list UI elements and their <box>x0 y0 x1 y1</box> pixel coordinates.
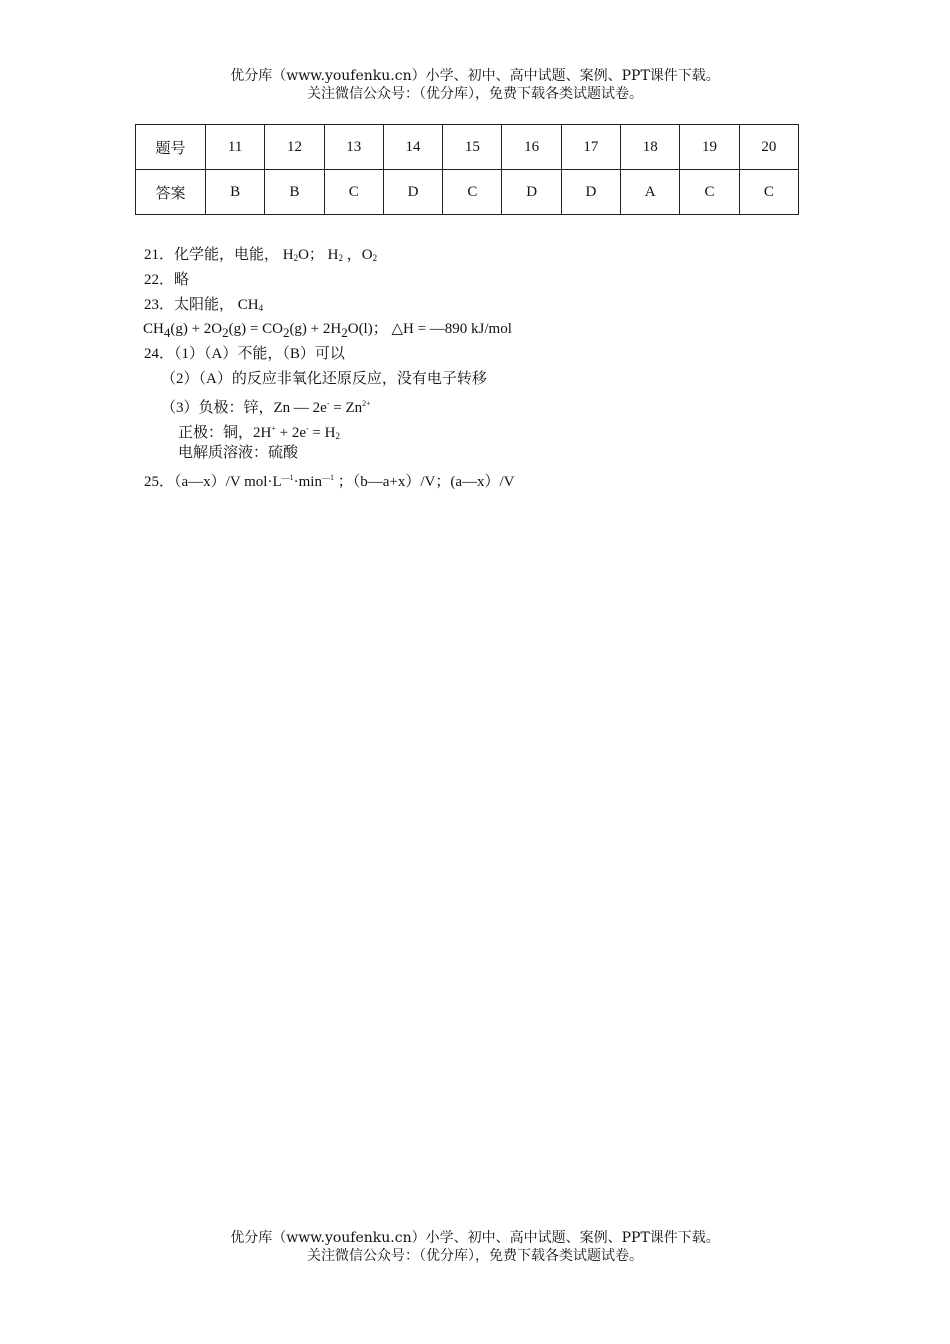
answer-24-4-text: = H <box>308 424 336 441</box>
table-cell: 19 <box>680 125 739 170</box>
table-cell: C <box>739 170 798 215</box>
answer-22: 22．略 <box>144 271 190 288</box>
answer-23-text: 23．太阳能， CH <box>144 296 259 313</box>
superscript: —1 <box>281 473 294 483</box>
answer-24-2: （2）（A）的反应非氧化还原反应，没有电子转移 <box>161 370 487 387</box>
answer-24-3 <box>144 392 844 417</box>
table-cell: 18 <box>621 125 680 170</box>
answer-21-text: ，O <box>343 247 373 263</box>
table-cell: 17 <box>561 125 620 170</box>
equation-text: CH <box>143 321 164 338</box>
subscript: 2 <box>341 325 348 341</box>
answer-24-4-text: 正极：铜，2H <box>178 424 272 441</box>
table-cell: C <box>324 170 383 215</box>
subscript: 2 <box>293 253 299 263</box>
subscript: 2 <box>372 253 378 263</box>
answer-24-5: 电解质溶液：硫酸 <box>178 445 299 462</box>
table-cell: 16 <box>502 125 561 170</box>
answer-body <box>144 243 844 491</box>
table-cell: 11 <box>206 125 265 170</box>
superscript: —1 <box>321 473 334 483</box>
answer-21-text: O； H <box>298 247 339 263</box>
answer-25 <box>144 466 844 491</box>
subscript: 2 <box>282 325 290 341</box>
subscript: 2 <box>338 253 344 263</box>
subscript: 4 <box>163 325 171 341</box>
superscript: + <box>271 423 276 433</box>
equation-text: (g) + 2O <box>170 321 223 338</box>
answer-24-3-text: = Zn <box>329 399 363 416</box>
header-line-2: 关注微信公众号：（优分库），免费下载各类试题试卷。 <box>307 86 643 102</box>
table-cell: C <box>443 170 502 215</box>
table-cell: D <box>561 170 620 215</box>
footer-line-2: 关注微信公众号：（优分库），免费下载各类试题试卷。 <box>307 1248 643 1264</box>
answer-25-text: ；（b—a+x）/V；(a—x）/V <box>333 474 515 491</box>
table-cell: C <box>680 170 739 215</box>
answer-21-text: 21．化学能，电能， H <box>144 247 294 263</box>
superscript: - <box>326 398 330 408</box>
table-cell: B <box>206 170 265 215</box>
answer-table <box>135 124 799 215</box>
answer-23 <box>144 293 844 318</box>
table-cell: 20 <box>739 125 798 170</box>
subscript: 4 <box>258 302 264 313</box>
page-footer <box>0 1229 950 1265</box>
equation-text: O(l)； △H = —890 kJ/mol <box>347 321 512 338</box>
table-cell: 15 <box>443 125 502 170</box>
answer-24-4 <box>144 417 844 442</box>
superscript: - <box>305 423 309 433</box>
row-label-number: 题号 <box>136 125 206 170</box>
equation-text: (g) + 2H <box>289 321 342 338</box>
table-row-answers <box>136 170 799 215</box>
footer-line-1: 优分库（www.youfenku.cn）小学、初中、高中试题、案例、PPT课件下载。 <box>230 1230 720 1246</box>
equation-text: (g) = CO <box>228 321 283 338</box>
superscript: 2+ <box>362 398 371 408</box>
answer-25-text: 25．（a—x）/V mol·L <box>144 474 282 491</box>
table-cell: D <box>383 170 442 215</box>
answer-24-3-text: （3）负极：锌，Zn — 2e <box>161 399 327 416</box>
table-cell: D <box>502 170 561 215</box>
table-cell: 13 <box>324 125 383 170</box>
page-header <box>0 67 950 103</box>
answer-25-text: ·min <box>293 474 322 491</box>
answer-24-1: 24．（1）（A）不能，（B）可以 <box>144 346 345 363</box>
table-cell: B <box>265 170 324 215</box>
row-label-answer: 答案 <box>136 170 206 215</box>
table-cell: 14 <box>383 125 442 170</box>
table-cell: 12 <box>265 125 324 170</box>
header-line-1: 优分库（www.youfenku.cn）小学、初中、高中试题、案例、PPT课件下载。 <box>230 68 720 84</box>
table-row-numbers <box>136 125 799 170</box>
subscript: 2 <box>222 325 229 341</box>
subscript: 2 <box>335 430 340 441</box>
table-cell: A <box>621 170 680 215</box>
answer-21 <box>144 243 844 268</box>
answer-23-equation <box>143 317 844 342</box>
answer-24-4-text: + 2e <box>275 424 306 441</box>
